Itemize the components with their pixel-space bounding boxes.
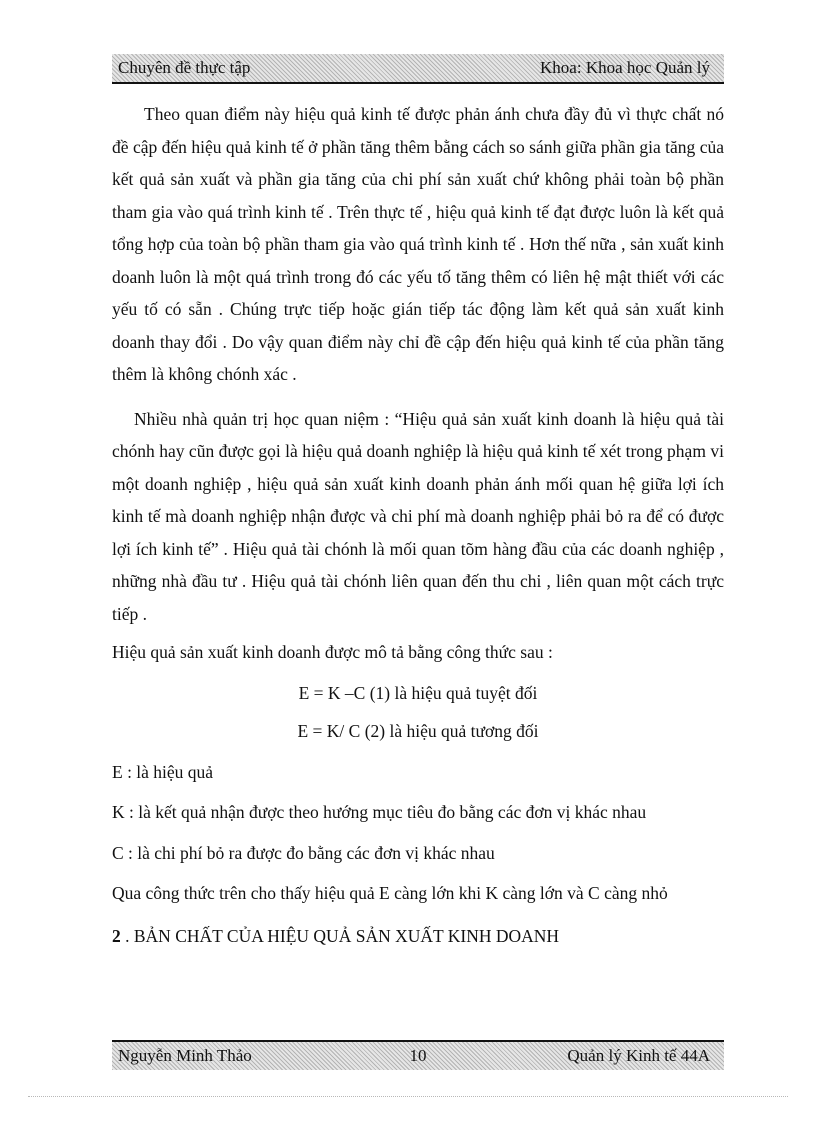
definition-k: K : là kết quả nhận được theo hướng mục tiêu đo bằng các đơn vị khác nhau bbox=[112, 802, 647, 822]
section-title: . BẢN CHẤT CỦA HIỆU QUẢ SẢN XUẤT KINH DOANH bbox=[120, 925, 560, 946]
section-number: 2 bbox=[112, 925, 121, 946]
paragraph-1: Theo quan điểm này hiệu quả kinh tế được phản ánh chưa đầy đủ vì thực chất nó đề cập đến hiệu quả kinh tế ở phần tăng thêm bằng cách so sánh giữa phần gia tăng của kết quả sản xuất và phần gia tăng của chi phí sản xuất chứ không phải toàn bộ phần tham gia vào quá trình kinh tế . Trên thực tế , hiệu quả kinh tế đạt được luôn là kết quả tổng hợp của toàn bộ phần tham gia vào quá trình kinh tế . Hơn thế nữa , sản xuất kinh doanh luôn là một quá trình trong đó các yếu tố tăng thêm có liên hệ mật thiết với các yếu tố có sẵn . Chúng trực tiếp hoặc gián tiếp tác động làm kết quả sản xuất kinh doanh thay đổi . Do vậy quan điểm này chỉ đề cập đến hiệu quả kinh tế của phần tăng thêm là không chónh xác . bbox=[112, 104, 724, 384]
footer-class: Quản lý Kinh tế 44A bbox=[567, 1046, 710, 1065]
definition-c: C : là chi phí bỏ ra được đo bằng các đơn vị khác nhau bbox=[112, 842, 495, 863]
page-footer bbox=[112, 1040, 724, 1070]
document-body bbox=[112, 98, 724, 952]
page-bottom-divider bbox=[28, 1096, 788, 1097]
formula-intro: Hiệu quả sản xuất kinh doanh được mô tả bằng công thức sau : bbox=[112, 642, 553, 662]
definition-e: E : là hiệu quả bbox=[112, 761, 214, 782]
section-heading bbox=[112, 920, 724, 953]
formula-relative: E = K/ C (2) là hiệu quả tương đối bbox=[297, 721, 539, 741]
conclusion-paragraph: Qua công thức trên cho thấy hiệu quả E càng lớn khi K càng lớn và C càng nhỏ bbox=[112, 883, 668, 903]
header-topic: Chuyên đề thực tập bbox=[118, 58, 251, 77]
formula-absolute: E = K –C (1) là hiệu quả tuyệt đối bbox=[298, 682, 538, 703]
paragraph-2: Nhiều nhà quản trị học quan niệm : “Hiệu quả sản xuất kinh doanh là hiệu quả tài chónh hay cũn được gọi là hiệu quả doanh nghiệp là hiệu quả kinh tế xét trong phạm vi một doanh nghiệp , hiệu quả sản xuất kinh doanh phản ánh mối quan hệ giữa lợi ích kinh tế mà doanh nghiệp nhận được và chi phí mà doanh nghiệp phải bỏ ra để có được lợi ích kinh tế” . Hiệu quả tài chónh là mối quan tõm hàng đầu của các doanh nghiệp , những nhà đầu tư . Hiệu quả tài chónh liên quan đến thu chi , liên quan một cách trực tiếp . bbox=[112, 408, 724, 624]
page-number: 10 bbox=[409, 1046, 427, 1065]
page-header bbox=[112, 54, 724, 84]
header-faculty: Khoa: Khoa học Quản lý bbox=[540, 58, 710, 77]
footer-author: Nguyễn Minh Thảo bbox=[118, 1046, 252, 1065]
